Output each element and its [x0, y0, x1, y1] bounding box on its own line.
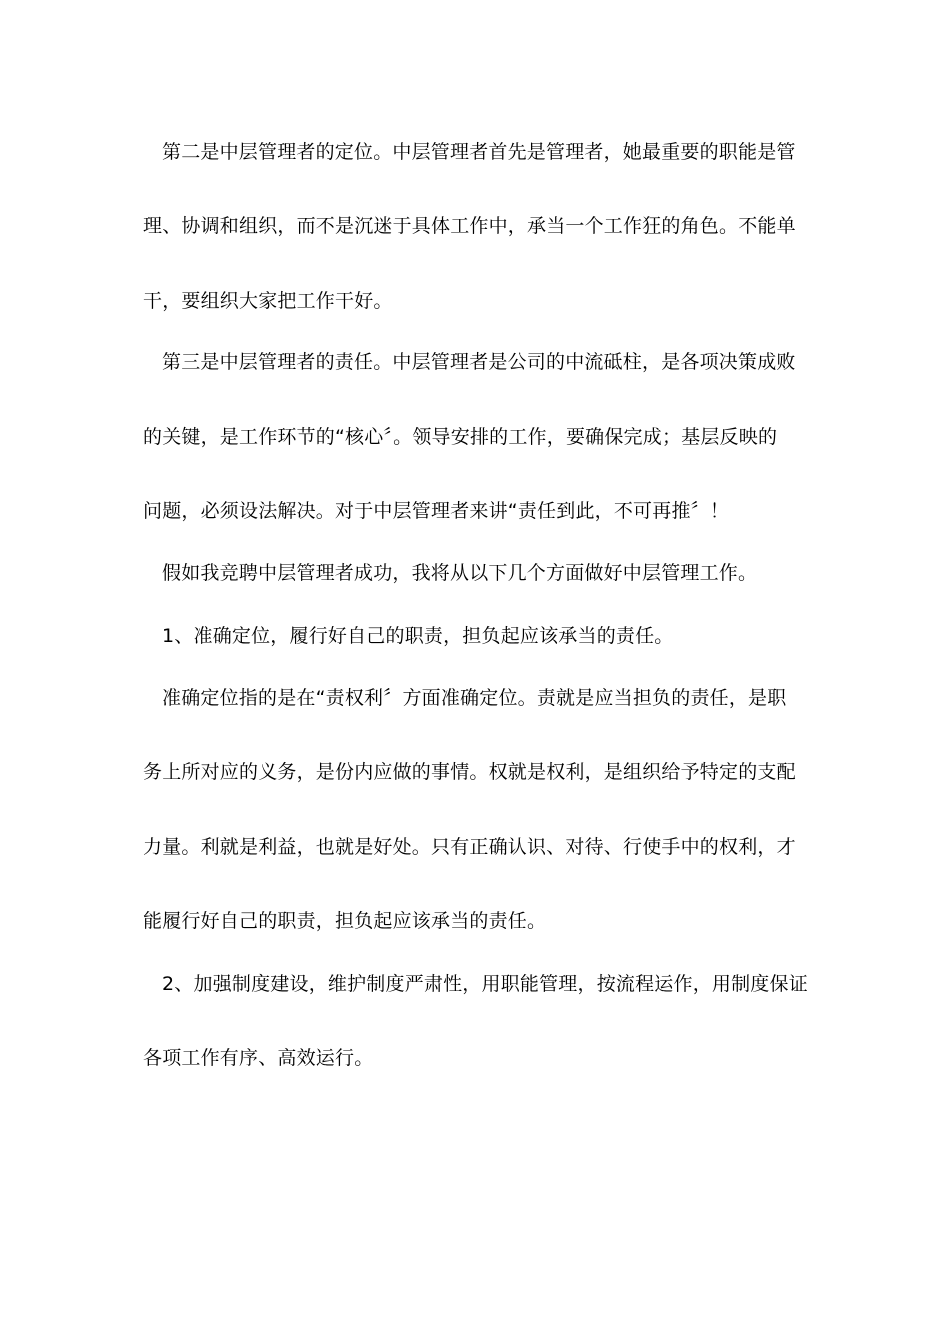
paragraph-line: 务上所对应的义务，是份内应做的事情。权就是权利，是组织给予特定的支配 — [143, 761, 796, 783]
paragraph-line: 的关键，是工作环节的“核心〞。领导安排的工作，要确保完成；基层反映的 — [143, 426, 778, 448]
paragraph-line: 能履行好自己的职责，担负起应该承当的责任。 — [143, 910, 547, 932]
paragraph-line: 假如我竞聘中层管理者成功，我将从以下几个方面做好中层管理工作。 — [162, 562, 758, 584]
paragraph-line: 第三是中层管理者的责任。中层管理者是公司的中流砥柱，是各项决策成败 — [162, 351, 796, 373]
paragraph-line: 力量。利就是利益，也就是好处。只有正确认识、对待、行使手中的权利，才 — [143, 836, 796, 858]
paragraph-line: 第二是中层管理者的定位。中层管理者首先是管理者，她最重要的职能是管 — [162, 141, 796, 163]
list-item-heading: 1、准确定位，履行好自己的职责，担负起应该承当的责任。 — [162, 625, 674, 647]
list-item-heading: 2、加强制度建设，维护制度严肃性，用职能管理，按流程运作，用制度保证 — [162, 973, 808, 995]
paragraph-line: 各项工作有序、高效运行。 — [143, 1047, 374, 1069]
paragraph-line: 理、协调和组织，而不是沉迷于具体工作中，承当一个工作狂的角色。不能单 — [143, 215, 796, 237]
paragraph-line: 干，要组织大家把工作干好。 — [143, 290, 393, 312]
paragraph-line: 问题，必须设法解决。对于中层管理者来讲“责任到此，不可再推〞！ — [143, 500, 730, 522]
paragraph-line: 准确定位指的是在“责权利〞方面准确定位。责就是应当担负的责任，是职 — [162, 687, 787, 709]
